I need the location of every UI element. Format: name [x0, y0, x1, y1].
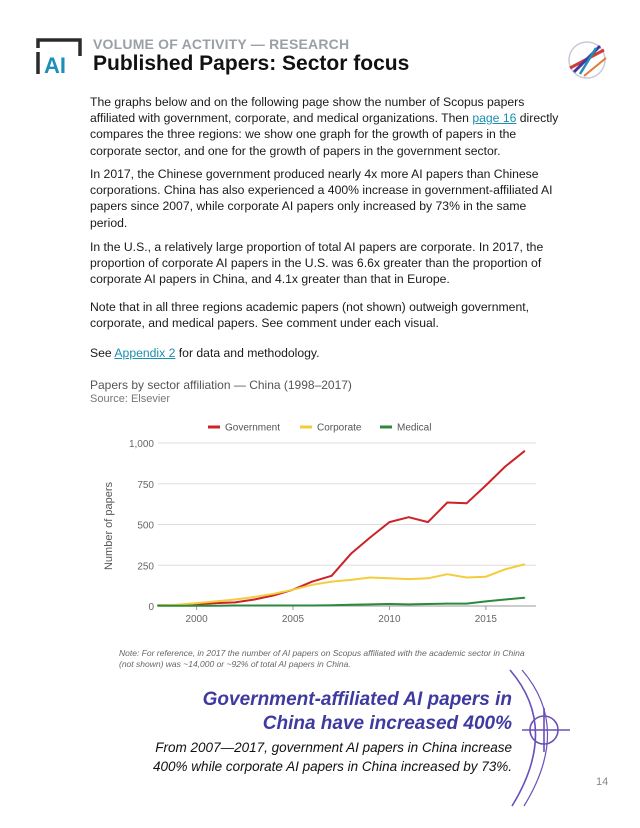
x-tick-label: 2015 — [474, 614, 497, 625]
data-point-corporate — [485, 576, 487, 578]
legend-label: Corporate — [317, 422, 362, 434]
page-title: Published Papers: Sector focus — [93, 52, 410, 75]
data-point-medical — [427, 603, 429, 605]
data-point-medical — [273, 605, 275, 607]
ai-index-logo — [36, 38, 82, 76]
data-point-government — [234, 602, 236, 604]
us-paragraph: In the U.S., a relatively large proportion of total AI papers are corporate. In 2017, the proportion of corporate AI papers in the U.S. was 6.6x greater than the proportion of corporate AI papers in China, and 4.1x greater than that in Europe. — [90, 240, 544, 287]
data-point-medical — [350, 604, 352, 606]
line-chart — [90, 410, 550, 635]
callout-headline: Government-affiliated AI papers in China have increased 400% — [202, 689, 512, 734]
data-point-medical — [408, 603, 410, 605]
data-point-corporate — [331, 581, 333, 583]
data-point-corporate — [215, 601, 217, 603]
data-point-corporate — [408, 578, 410, 580]
data-point-government — [446, 502, 448, 504]
chart-legend — [208, 423, 431, 434]
data-point-corporate — [292, 589, 294, 591]
data-point-medical — [466, 603, 468, 605]
data-point-medical — [234, 605, 236, 607]
data-point-medical — [524, 597, 526, 599]
data-point-medical — [446, 603, 448, 605]
data-point-corporate — [446, 573, 448, 575]
x-tick-label: 2000 — [185, 614, 208, 625]
data-point-medical — [157, 605, 159, 607]
data-point-corporate — [273, 593, 275, 595]
decorative-arc-icon — [500, 668, 580, 808]
y-tick-label: 500 — [137, 520, 154, 532]
y-axis-label: Number of papers — [103, 481, 115, 571]
intro-text-a: The graphs below and on the following page show the number of Scopus papers affiliated with government, corporate, and medical organizations. Then — [90, 95, 525, 126]
data-point-corporate — [311, 584, 313, 586]
legend-label: Government — [225, 422, 281, 434]
data-point-corporate — [389, 577, 391, 579]
data-point-government — [369, 537, 371, 539]
page-number: 14 — [596, 776, 609, 788]
data-point-medical — [254, 605, 256, 607]
data-point-medical — [504, 599, 506, 601]
series-line-corporate — [158, 564, 524, 605]
data-point-medical — [389, 603, 391, 605]
page-16-link[interactable]: page 16 — [472, 111, 517, 126]
chart-source: Source: Elsevier — [90, 393, 171, 405]
data-point-government — [350, 553, 352, 555]
chart-series — [157, 450, 525, 606]
y-axis-ticks — [129, 439, 154, 613]
data-point-government — [408, 516, 410, 518]
data-point-government — [427, 521, 429, 523]
intro-text-b: directly compares the three regions: we show one graph for the growth of papers in the corporate sector, and one for the growth of papers in the government sector. — [90, 111, 559, 158]
data-point-government — [311, 581, 313, 583]
chart-title: Papers by sector affiliation — China (1998–2017) — [90, 378, 352, 392]
legend-label: Medical — [397, 422, 432, 434]
data-point-corporate — [524, 564, 526, 566]
x-tick-label: 2005 — [281, 614, 305, 625]
appendix-text-a: See — [90, 346, 115, 360]
chart-grid — [158, 443, 536, 606]
data-point-medical — [292, 605, 294, 607]
logo-text: AI — [44, 53, 66, 76]
y-tick-label: 1,000 — [128, 439, 154, 450]
data-point-corporate — [427, 577, 429, 579]
data-point-medical — [485, 601, 487, 603]
appendix-2-link[interactable]: Appendix 2 — [114, 346, 176, 360]
data-point-government — [485, 484, 487, 486]
series-line-government — [158, 451, 524, 605]
data-point-corporate — [350, 579, 352, 581]
y-tick-label: 0 — [148, 602, 154, 613]
data-point-medical — [215, 605, 217, 607]
x-tick-label: 2010 — [378, 614, 401, 625]
data-point-medical — [311, 605, 313, 607]
data-point-government — [331, 575, 333, 577]
appendix-paragraph — [90, 345, 560, 361]
data-point-corporate — [369, 577, 371, 579]
section-kicker: VOLUME OF ACTIVITY — RESEARCH — [93, 36, 350, 52]
decorative-emblem-icon — [562, 38, 612, 82]
x-axis-ticks — [185, 606, 497, 625]
data-point-medical — [176, 605, 178, 607]
china-paragraph: In 2017, the Chinese government produced nearly 4x more AI papers than Chinese corporations. China has also experienced a 400% increase in government-affiliated AI papers since 2007, while corporate AI papers only increased by 73% in the same period. — [90, 167, 553, 230]
intro-paragraph — [90, 94, 560, 159]
data-point-government — [254, 599, 256, 601]
data-point-medical — [369, 603, 371, 605]
note-paragraph: Note that in all three regions academic papers (not shown) outweigh government, corporate, and medical papers. See comment under each visual. — [90, 300, 529, 331]
data-point-corporate — [466, 577, 468, 579]
data-point-government — [524, 450, 526, 452]
data-point-government — [466, 502, 468, 504]
data-point-corporate — [254, 596, 256, 598]
data-point-medical — [331, 604, 333, 606]
data-point-corporate — [504, 568, 506, 570]
data-point-government — [504, 466, 506, 468]
chart-note: Note: For reference, in 2017 the number of AI papers on Scopus affiliated with the academic sector in China (not shown) was ~14,000 or ~92% of total AI papers in China. — [119, 648, 525, 669]
callout-subtext: From 2007—2017, government AI papers in China increase 400% while corporate AI papers in China increased by 73%. — [153, 740, 512, 774]
y-tick-label: 250 — [137, 561, 154, 573]
data-point-medical — [196, 605, 198, 607]
data-point-corporate — [196, 602, 198, 604]
y-tick-label: 750 — [137, 479, 154, 491]
data-point-government — [389, 521, 391, 523]
appendix-text-b: for data and methodology. — [175, 346, 320, 360]
data-point-corporate — [234, 599, 236, 601]
